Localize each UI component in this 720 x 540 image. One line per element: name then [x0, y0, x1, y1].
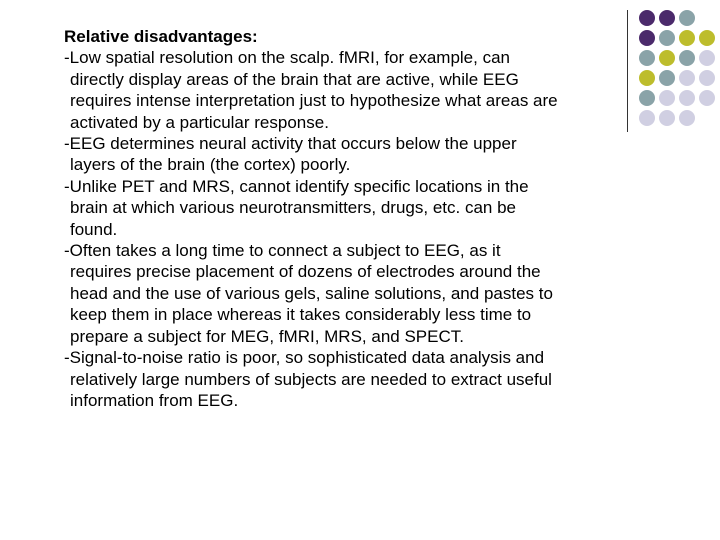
decor-dot-lavender [699, 90, 715, 106]
decor-dot-purple [659, 10, 675, 26]
decor-dot-olive [679, 30, 695, 46]
bullet-spatial-resolution: -Low spatial resolution on the scalp. fMRI, for example, can directly display areas of the brain that are active, while EEG requires intense interpretation just to hypothesize what areas are activated by a particular response. [64, 48, 558, 132]
decor-dot-lavender [679, 90, 695, 106]
decor-dot-olive [699, 30, 715, 46]
decor-dot-teal [679, 50, 695, 66]
decor-dot-lavender [699, 50, 715, 66]
decor-dot-lavender [679, 110, 695, 126]
slide-heading: Relative disadvantages: [64, 27, 258, 46]
bullet-signal-to-noise: -Signal-to-noise ratio is poor, so sophisticated data analysis and relatively large numbers of subjects are needed to extract useful information from EEG. [64, 348, 552, 410]
decor-dot-teal [679, 10, 695, 26]
slide-content [64, 26, 674, 411]
decor-dot-lavender [699, 70, 715, 86]
decor-dot-lavender [679, 70, 695, 86]
bullet-neurotransmitters: -Unlike PET and MRS, cannot identify specific locations in the brain at which various neurotransmitters, drugs, etc. can be found. [64, 176, 529, 239]
bullet-setup-time: -Often takes a long time to connect a subject to EEG, as it requires precise placement of dozens of electrodes around the head and the use of various gels, saline solutions, and pastes to keep them in place whereas it takes considerably less time to prepare a subject for MEG, fMRI, MRS, and SPECT. [64, 241, 553, 346]
decor-dot-purple [639, 10, 655, 26]
bullet-cortex-activity: -EEG determines neural activity that occurs below the upper layers of the brain (the cortex) poorly. [64, 134, 517, 175]
